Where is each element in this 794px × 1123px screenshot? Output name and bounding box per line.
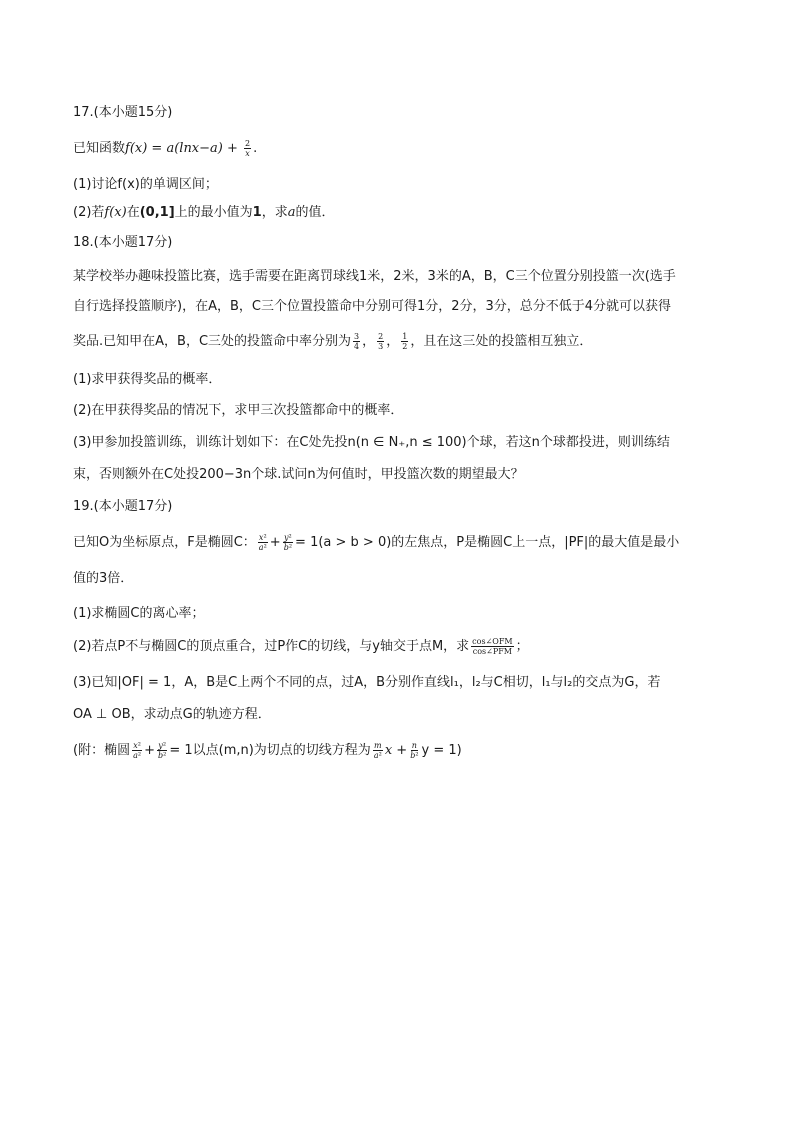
q18-part2: (2)在甲获得奖品的情况下，求甲三次投篮都命中的概率．: [73, 403, 404, 418]
q19-line2: 值的3倍．: [73, 571, 134, 586]
q17-stem: 已知函数f(x) = a(lnx−a) + $\frac{2}{x}$ .: [73, 139, 258, 158]
q19-line1: 已知O为坐标原点，F是椭圆C： $\frac{\text{x²}}{\text{a²}}$ + $\frac{\text{y²}}{\text{b²}}$ = 1(a > b > 0)的左焦点，P是椭圆C上一点，|PF|的最大值是最小: [73, 533, 680, 552]
fraction-y2-b2: $\frac{\text{y²}}{\text{b²}}$: [283, 533, 293, 552]
q18-part3-line2: 束，否则额外在C处投200−3n个球.试问n为何值时，甲投篮次数的期望最大？: [73, 467, 524, 482]
q19-part3-line2: OA ⊥ OB，求动点G的轨迹方程．: [73, 707, 271, 722]
q17-function: f(x) = a(lnx−a) +: [125, 141, 243, 156]
q19-header: 19.(本小题17分): [73, 499, 173, 514]
q17-header: 17.(本小题15分): [73, 105, 173, 120]
q18-part1: (1)求甲获得奖品的概率．: [73, 372, 222, 387]
q18-header: 18.(本小题17分): [73, 235, 173, 250]
fraction-3-4: $\frac{3}{4}$: [354, 332, 360, 351]
q19-part1: (1)求椭圆C的离心率；: [73, 606, 205, 621]
q19-note: (附：椭圆 $\frac{\text{x²}}{\text{a²}}$ + $\frac{\text{y²}}{\text{b²}}$ = 1以点(m,n)为切点的切线方程为 $\frac{m}{\text{a²}}$ x + $\frac{n}{\text{b²}}$ y = 1): [73, 741, 462, 760]
q17-part2: (2)若f(x)在(0,1]上的最小值为1，求a的值．: [73, 205, 335, 220]
fraction-y2-b2-note: $\frac{\text{y²}}{\text{b²}}$: [157, 741, 167, 760]
q18-line3: 奖品.已知甲在A，B，C三处的投篮命中率分别为 $\frac{3}{4}$ ， $\frac{2}{3}$ ， $\frac{1}{2}$ ，且在这三处的投篮相互独立．: [73, 332, 593, 351]
fraction-2-over-x: $\frac{2}{x}$: [245, 139, 251, 158]
q17-part1: (1)讨论f(x)的单调区间；: [73, 177, 218, 192]
fraction-2-3: $\frac{2}{3}$: [378, 332, 384, 351]
fraction-x2-a2-note: $\frac{\text{x²}}{\text{a²}}$: [133, 741, 142, 760]
fraction-m-a2: $\frac{m}{\text{a²}}$: [373, 741, 382, 760]
fraction-cos-ratio: $\frac{\text{cos∠OFM}}{\text{cos∠PFM}}$: [472, 637, 513, 656]
fraction-x2-a2: $\frac{\text{x²}}{\text{a²}}$: [258, 533, 267, 552]
q18-line1: 某学校举办趣味投篮比赛，选手需要在距离罚球线1米，2米，3米的A，B，C三个位置分别投篮一次(选手: [73, 269, 676, 284]
q19-part2: (2)若点P不与椭圆C的顶点重合，过P作C的切线，与y轴交于点M，求 $\frac{\text{cos∠OFM}}{\text{cos∠PFM}}$ ；: [73, 637, 529, 656]
fraction-1-2: $\frac{1}{2}$: [402, 332, 408, 351]
q18-line2: 自行选择投篮顺序)，在A，B，C三个位置投篮命中分别可得1分，2分，3分，总分不低于4分就可以获得: [73, 299, 672, 314]
q19-part3-line1: (3)已知|OF| = 1，A，B是C上两个不同的点，过A，B分别作直线l₁，l₂与C相切，l₁与l₂的交点为G，若: [73, 675, 661, 690]
fraction-n-b2: $\frac{n}{\text{b²}}$: [410, 741, 419, 760]
q18-part3-line1: (3)甲参加投篮训练，训练计划如下：在C处先投n(n ∈ N₊,n ≤ 100)个球，若这n个球都投进，则训练结: [73, 435, 670, 450]
